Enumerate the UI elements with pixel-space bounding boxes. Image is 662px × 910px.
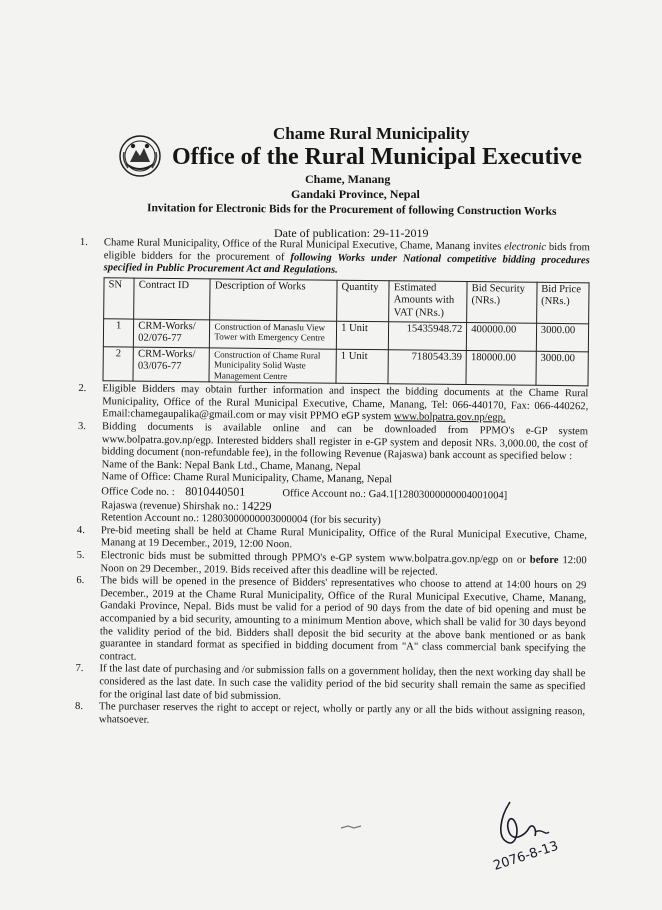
works-table (102, 277, 589, 387)
notice-item-2: 2. Eligible Bidders may obtain further information and inspect the bidding documents at the Chame Rural Municipality, Office of the Rural Municipal Executive, Chame, Manang, Tel: 066-440170, Fax: 066-440262, Email:chamegaupalika@gmail.com or may visit PPMO eGP system www.bolpatra.gov.np/egp. (78, 383, 589, 424)
address-line-2: Gandaki Province, Nepal (291, 187, 420, 201)
table-row: 2 CRM-Works/ 03/076-77 Construction of Chame Rural Municipality Solid Waste Management Centre 1 Unit 7180543.39 180000.00 3000.00 (103, 347, 588, 387)
notice-item-8: 8. The purchaser reserves the right to accept or reject, wholly or partly any or all the bids without assigning reason, whatsoever. (75, 701, 586, 726)
rajaswa-line: Rajaswa (revenue) Shirshak no.: 14229 (101, 498, 272, 514)
notice-item-3: 3. Bidding documents is available online and can be downloaded from PPMO's e-GP system www.bolpatra.gov.np/egp. Interested bidders shall register in e-GP system and deposit NRs. 3,000.00, the cost of bidding document (non-refundable fee), in the following Revenue (Rajaswa) bank account as specified below : (77, 421, 589, 463)
notice-item-7: 7. If the last date of purchasing and /or submission falls on a government holiday, then the next working day shall be considered as the last date. In such case the validity period of the bid security shall remain the same as specified for the original last date of bid submission. (75, 663, 586, 702)
office-name: Name of Office: Chame Rural Municipality, Chame, Manang, Nepal (101, 471, 393, 486)
nepal-government-emblem-icon (118, 134, 162, 178)
retention-account: Retention Account no.: 12803000000003000004 (for bis security) (100, 512, 381, 527)
notice-item-5: 5. Electronic bids must be submitted through PPMO's e-GP system www.bolpatra.gov.np/egp on or before 12:00 Noon on 29 December., 2019. Bids received after this deadline will be rejected. (76, 550, 587, 578)
handwritten-signature (485, 792, 595, 882)
stray-mark (340, 823, 362, 831)
signature-date: 2076-8-13 (491, 838, 561, 874)
office-code-line: Office Code no. : 8010440501 Office Account no.: Ga4.1[12803000000004001004] (101, 483, 508, 502)
notice-item-4: 4. Pre-bid meeting shall be held at Chame Rural Municipality, Office of the Rural Municipal Executive, Chame, Manang at 19 December., 2019, 12:00 Noon. (76, 524, 587, 551)
address-line-1: Chame, Manang (305, 172, 391, 186)
municipality-name: Chame Rural Municipality (273, 124, 470, 143)
publication-date: Date of publication: 29-11-2019 (274, 226, 429, 240)
table-header-row: SN Contract ID Description of Works Quantity Estimated Amounts with VAT (NRs.) Bid Security (NRs.) Bid Price (NRs.) (104, 278, 589, 324)
invitation-title: Invitation for Electronic Bids for the Procurement of following Construction Works (146, 202, 557, 218)
table-row: 1 CRM-Works/ 02/076-77 Construction of Manaslu View Tower with Emergency Centre 1 Unit 15435948.72 400000.00 3000.00 (103, 318, 588, 351)
notice-item-1: 1. Chame Rural Municipality, Office of the Rural Municipal Executive, Chame, Manang invites electronic bids from eligible bidders for the procurement of following Works under National competitive bidding procedures specified in Public Procurement Act and Regulations. (79, 237, 590, 276)
notice-body (75, 237, 590, 732)
notice-item-6: 6. The bids will be opened in the presence of Bidders' representatives who choose to attend at 14:00 hours on 29 December., 2019 at the Chame Rural Municipality, Office of the Rural Municipal Executive, Chame, Manang, Gandaki Province, Nepal. Bids must be valid for a period of 90 days from the date of bid opening and must be accompanied by a bid security, amounting to a minimum Mention above, which shall be valid for 30 days beyond the validity period of the bid. Bidders shall deposit the bid security at the above bank mentioned or as bank guarantee in standard format as specified in bidding document from "A" class commercial bank specifying the contract. (76, 575, 587, 663)
bank-name: Name of the Bank: Nepal Bank Ltd., Chame, Manang, Nepal (101, 459, 361, 473)
egp-link[interactable]: www.bolpatra.gov.np/egp. (393, 411, 506, 424)
office-title: Office of the Rural Municipal Executive (172, 144, 582, 170)
